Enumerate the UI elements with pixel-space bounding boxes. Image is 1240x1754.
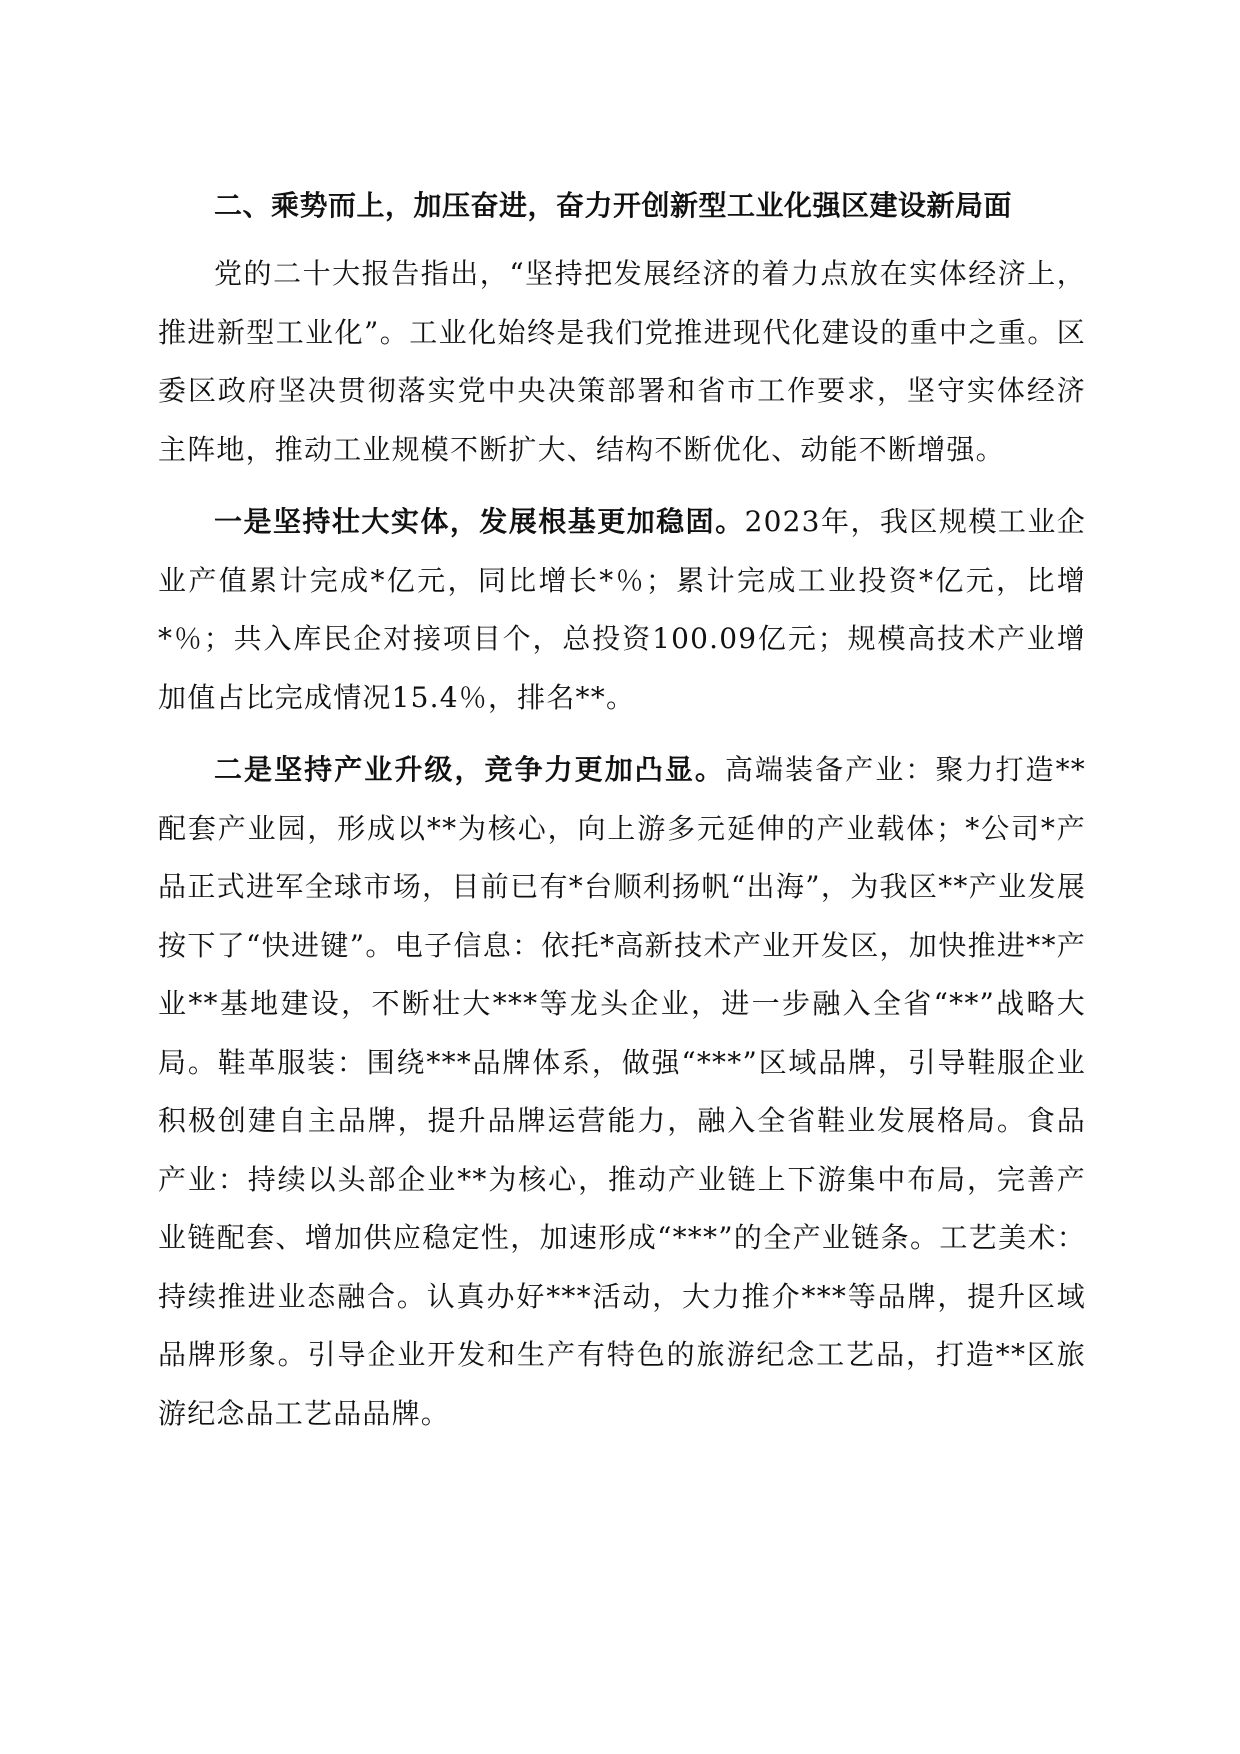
document-body — [158, 183, 1086, 1457]
paragraph-point-one — [158, 493, 1086, 727]
paragraph-point-two-text: 高端装备产业：聚力打造**配套产业园，形成以**为核心，向上游多元延伸的产业载体；*公司*产品正式进军全球市场，目前已有*台顺利扬帆“出海”，为我区**产业发展按下了“快进键”。电子信息：依托*高新技术产业开发区，加快推进**产业**基地建设，不断壮大***等龙头企业，进一步融入全省“**”战略大局。鞋革服装：围绕***品牌体系，做强“***”区域品牌，引导鞋服企业积极创建自主品牌，提升品牌运营能力，融入全省鞋业发展格局。食品产业：持续以头部企业**为核心，推动产业链上下游集中布局，完善产业链配套、增加供应稳定性，加速形成“***”的全产业链条。工艺美术：持续推进业态融合。认真办好***活动，大力推介***等品牌，提升区域品牌形象。引导企业开发和生产有特色的旅游纪念工艺品，打造**区旅游纪念品工艺品品牌。 — [158, 753, 1086, 1430]
paragraph-point-two — [158, 741, 1086, 1443]
paragraph-point-two-lead: 二是坚持产业升级，竞争力更加凸显。 — [214, 753, 725, 786]
paragraph-intro — [158, 245, 1086, 479]
paragraph-point-one-text: 2023年，我区规模工业企业产值累计完成*亿元，同比增长*％；累计完成工业投资*亿元，比增*％；共入库民企对接项目个，总投资100.09亿元；规模高技术产业增加值占比完成情况15.4％，排名**。 — [158, 505, 1086, 714]
paragraph-point-one-lead: 一是坚持壮大实体，发展根基更加稳固。 — [214, 505, 745, 538]
paragraph-intro-text: 党的二十大报告指出，“坚持把发展经济的着力点放在实体经济上，推进新型工业化”。工业化始终是我们党推进现代化建设的重中之重。区委区政府坚决贯彻落实党中央决策部署和省市工作要求，坚守实体经济主阵地，推动工业规模不断扩大、结构不断优化、动能不断增强。 — [158, 257, 1086, 466]
section-heading: 二、乘势而上，加压奋进，奋力开创新型工业化强区建设新局面 — [214, 189, 1013, 222]
